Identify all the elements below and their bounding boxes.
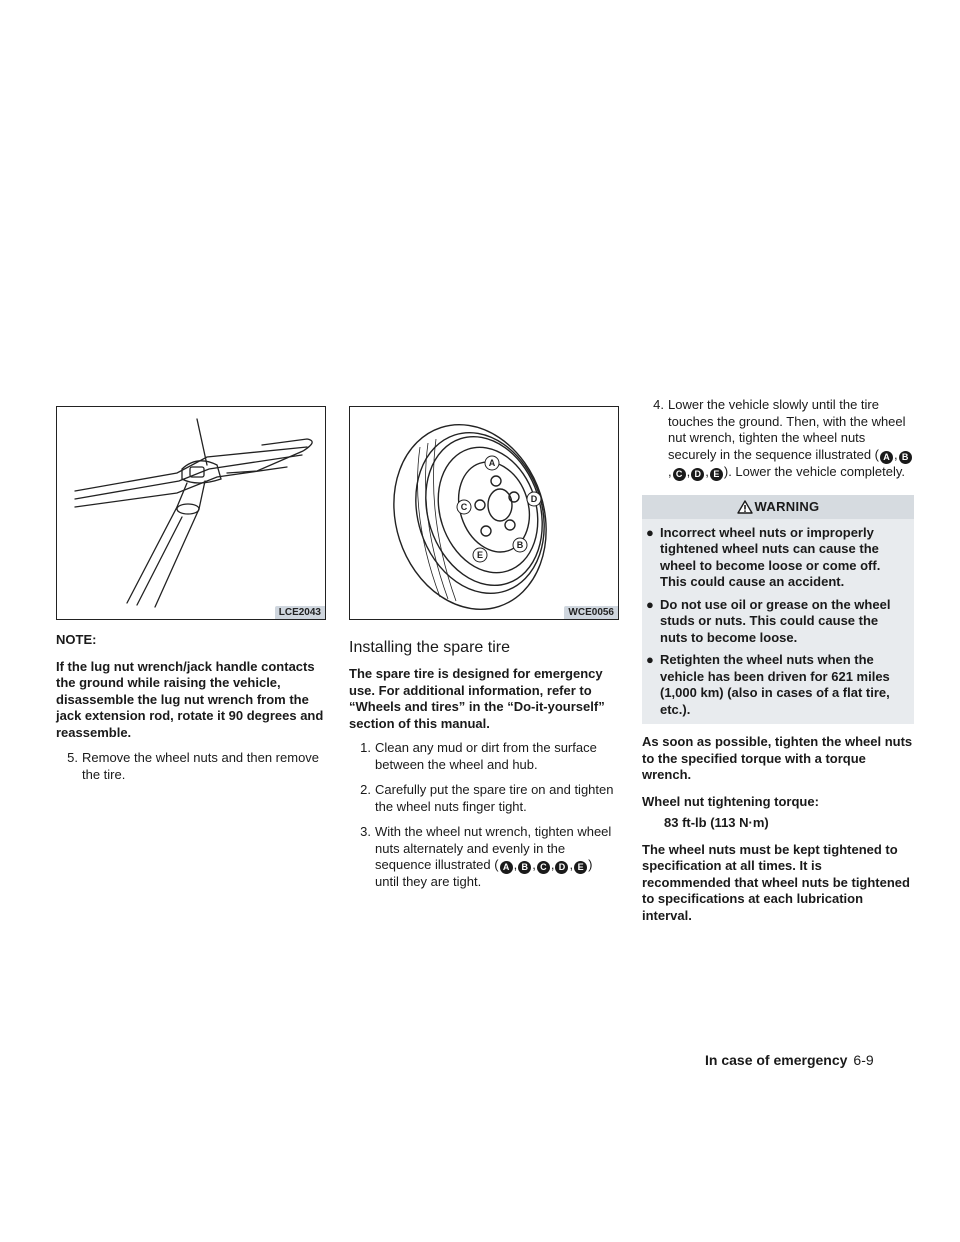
- callout-d-marker: D: [691, 468, 704, 481]
- warning-item: ● Retighten the wheel nuts when the vehicle has been driven for 621 miles (1,000 km) (also in cases of a flat tire, etc.).: [646, 652, 890, 717]
- closing-text: The wheel nuts must be kept tightened to specification at all times. It is recommended that wheel nuts be tightened to specifications at each lubrication interval.: [642, 841, 910, 923]
- bullet-icon: ●: [646, 596, 654, 612]
- step-number: 2.: [360, 782, 371, 797]
- step-text: Lower the vehicle slowly until the tire touches the ground. Then, with the wheel nut wrench, tighten the wheel nuts securely in the sequence illustrated ( A , B, C , D , E ). Lower the vehicle completely.: [668, 397, 914, 481]
- callout-d-marker: D: [555, 861, 568, 874]
- step-number: 3.: [360, 824, 371, 839]
- section-title: Installing the spare tire: [349, 639, 510, 656]
- step-text: Remove the wheel nuts and then remove the tire.: [82, 750, 320, 782]
- callout-b: B: [516, 540, 524, 550]
- step-number: 1.: [360, 740, 371, 755]
- figure-lug-wrench: [56, 406, 326, 620]
- footer-section-title: In case of emergency: [705, 1052, 848, 1068]
- after-warning-text: As soon as possible, tighten the wheel nuts to the specified torque with a torque wrench.: [642, 734, 913, 782]
- note-body: If the lug nut wrench/jack handle contacts the ground while raising the vehicle, disassemble the lug nut wrench from the jack extension rod, rotate it 90 degrees and reassemble.: [56, 658, 324, 740]
- step-text: Carefully put the spare tire on and tighten the wheel nuts finger tight.: [375, 782, 614, 814]
- step-2: [349, 782, 619, 815]
- figure-code-lce2043: LCE2043: [275, 606, 325, 619]
- column-middle: [349, 406, 619, 891]
- note-title: NOTE:: [56, 632, 97, 647]
- step-text: Clean any mud or dirt from the surface between the wheel and hub.: [375, 740, 597, 772]
- figure-spare-tire: [349, 406, 619, 620]
- step-1: [349, 740, 619, 773]
- warning-item: ● Do not use oil or grease on the wheel studs or nuts. This could cause the nuts to become loose.: [646, 596, 891, 645]
- step-number: 4.: [653, 397, 664, 412]
- callout-c: C: [460, 502, 468, 512]
- bullet-icon: ●: [646, 652, 654, 667]
- step-3: [349, 824, 619, 891]
- step-number: 5.: [67, 750, 78, 765]
- callout-e-marker: E: [574, 861, 587, 874]
- warning-header: [642, 495, 914, 519]
- callout-c-marker: C: [673, 468, 686, 481]
- warning-item: ● Incorrect wheel nuts or improperly tightened wheel nuts can cause the wheel to become loose or come off. This could cause an accident.: [646, 524, 881, 589]
- spare-tire-illustration: [350, 407, 618, 619]
- step-5: [56, 750, 326, 783]
- footer-page-number: 6-9: [853, 1052, 874, 1068]
- callout-a: A: [488, 458, 496, 468]
- column-right: [642, 397, 914, 924]
- bullet-icon: ●: [646, 524, 654, 540]
- column-left: [56, 406, 326, 783]
- callout-c-marker: C: [537, 861, 550, 874]
- lug-wrench-illustration: [57, 407, 325, 619]
- step-4: [642, 397, 914, 481]
- section-intro: The spare tire is designed for emergency use. For additional information, refer to “Wheels and tires” in the “Do-it-yourself” section of this manual.: [349, 666, 605, 731]
- callout-b-marker: B: [518, 861, 531, 874]
- callout-e: E: [476, 550, 484, 560]
- torque-title: Wheel nut tightening torque:: [642, 793, 819, 809]
- warning-triangle-icon: [737, 500, 753, 514]
- page-footer: [705, 1051, 874, 1069]
- callout-a-marker: A: [500, 861, 513, 874]
- torque-value: 83 ft-lb (113 N·m): [664, 815, 769, 830]
- callout-a-marker: A: [880, 451, 893, 464]
- step-text: With the wheel nut wrench, tighten wheel nuts alternately and evenly in the sequence illustrated ( A , B , C , D , E ) until they are tight.: [375, 824, 612, 889]
- figure-code-wce0056: WCE0056: [564, 606, 618, 619]
- warning-body: [642, 519, 914, 725]
- callout-d: D: [530, 494, 538, 504]
- callout-e-marker: E: [710, 468, 723, 481]
- warning-title: WARNING: [754, 499, 820, 514]
- callout-b-marker: B: [899, 451, 912, 464]
